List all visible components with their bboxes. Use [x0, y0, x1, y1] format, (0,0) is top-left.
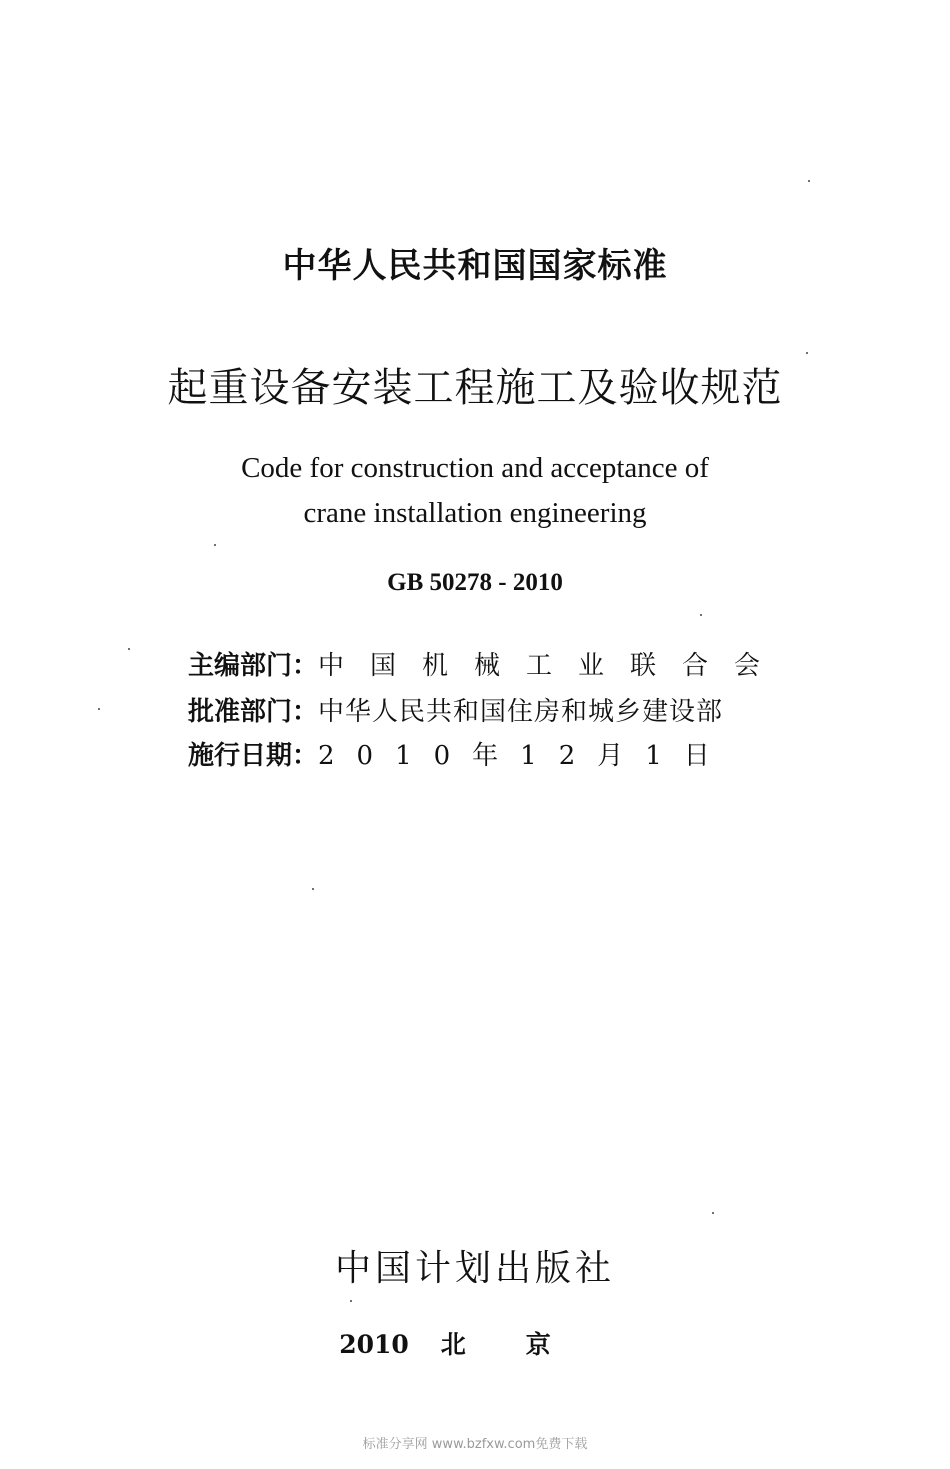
approver-row [188, 689, 723, 729]
approver-value: 中华人民共和国住房和城乡建设部 [318, 696, 724, 727]
editor-row [188, 643, 786, 683]
scan-speck [712, 1212, 714, 1214]
scan-speck [806, 352, 808, 354]
chinese-title: 起重设备安装工程施工及验收规范 [167, 365, 783, 411]
publication-place-line [0, 1325, 950, 1361]
english-title [0, 446, 950, 536]
scan-speck [312, 888, 314, 890]
standard-code: GB 50278 - 2010 [387, 569, 563, 596]
scan-speck [98, 708, 100, 710]
publication-year: 2010 [339, 1330, 409, 1359]
scan-speck [808, 180, 810, 182]
effective-date-value: 2010年12月1日 [318, 740, 732, 771]
scan-speck [350, 1300, 352, 1302]
editor-value: 中国机械工业联合会 [318, 650, 787, 681]
scan-speck [214, 544, 216, 546]
scan-speck [128, 648, 130, 650]
download-watermark: 标准分享网 www.bzfxw.com免费下载 [362, 1437, 588, 1452]
scan-speck [700, 614, 702, 616]
publication-city: 北京 [440, 1330, 611, 1359]
national-standard-heading: 中华人民共和国国家标准 [282, 246, 668, 286]
editor-label: 主编部门： [188, 650, 319, 681]
english-title-line-2: crane installation engineering [303, 497, 647, 529]
english-title-line-1: Code for construction and acceptance of [241, 452, 709, 484]
effective-date-row [188, 733, 732, 773]
publisher-name: 中国计划出版社 [334, 1248, 615, 1289]
effective-date-label: 施行日期： [188, 740, 319, 771]
approver-label: 批准部门： [188, 696, 319, 727]
